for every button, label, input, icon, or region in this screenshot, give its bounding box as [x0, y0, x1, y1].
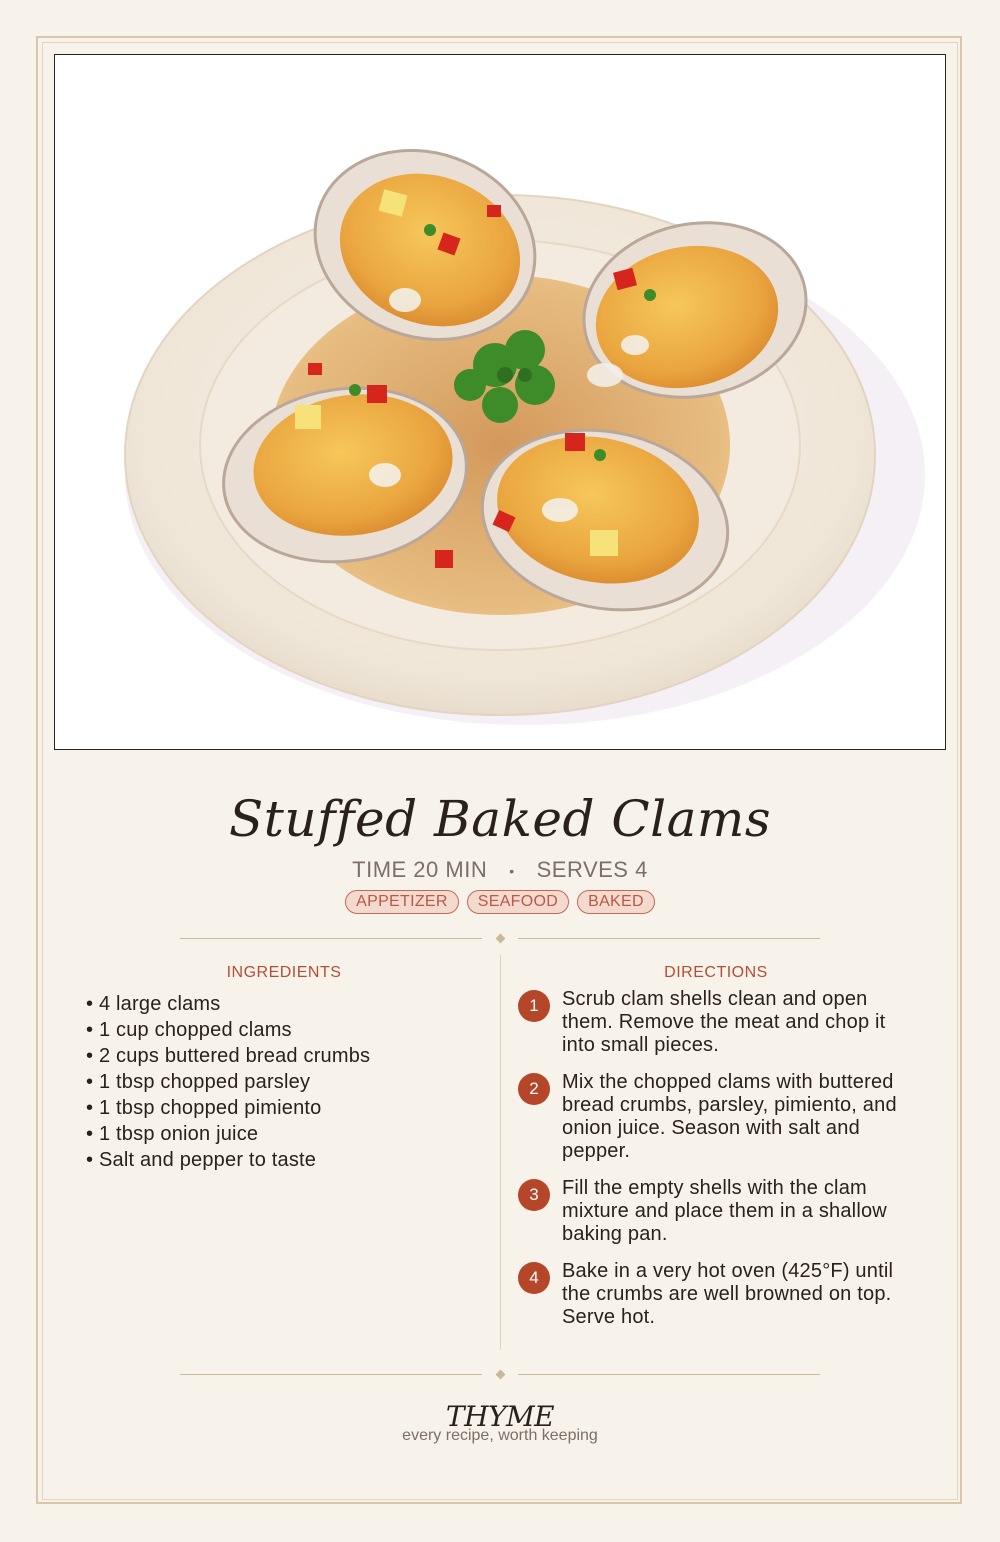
recipe-meta	[0, 857, 1000, 883]
step-number-badge: 2	[518, 1073, 550, 1105]
recipe-title: Stuffed Baked Clams	[228, 790, 772, 848]
step-number-badge: 4	[518, 1262, 550, 1294]
meta-separator: •	[509, 863, 515, 880]
recipe-illustration	[54, 54, 946, 750]
ingredient-item: • 1 tbsp chopped pimiento	[86, 1097, 322, 1119]
ingredient-item: • 2 cups buttered bread crumbs	[86, 1045, 371, 1067]
directions-heading: DIRECTIONS	[664, 964, 768, 981]
step-text: Bake in a very hot oven (425°F) until the crumbs are well browned on top. Serve hot.	[562, 1260, 894, 1328]
step-number-badge: 1	[518, 990, 550, 1022]
step-text: Mix the chopped clams with buttered bread crumbs, parsley, pimiento, and onion juice. Season with salt and pepper.	[562, 1071, 897, 1162]
column-divider	[500, 955, 501, 1350]
ingredient-item: • 1 tbsp onion juice	[86, 1123, 259, 1145]
prep-time: TIME 20 MIN	[352, 857, 488, 882]
ingredients-list	[86, 991, 486, 1173]
tag-baked[interactable]: BAKED	[577, 890, 655, 914]
divider-right	[518, 938, 820, 939]
step-text: Fill the empty shells with the clam mixture and place them in a shallow baking pan.	[562, 1177, 887, 1245]
brand-logo-text: THYME	[445, 1400, 555, 1433]
footer-divider-right	[518, 1374, 820, 1375]
tag-list	[0, 890, 1000, 914]
brand-tagline: every recipe, worth keeping	[402, 1427, 598, 1444]
ingredients-heading: INGREDIENTS	[226, 964, 342, 981]
step-text: Scrub clam shells clean and open them. Remove the meat and chop it into small pieces.	[562, 988, 886, 1056]
ingredient-item: • 1 tbsp chopped parsley	[86, 1071, 311, 1093]
step-number-badge: 3	[518, 1179, 550, 1211]
footer-divider-left	[180, 1374, 482, 1375]
ingredient-item: • 1 cup chopped clams	[86, 1019, 292, 1041]
divider-left	[180, 938, 482, 939]
ingredient-item: • Salt and pepper to taste	[86, 1149, 317, 1171]
tag-seafood[interactable]: SEAFOOD	[467, 890, 569, 914]
ingredient-item: • 4 large clams	[86, 993, 221, 1015]
serving-count: SERVES 4	[536, 857, 648, 882]
tag-appetizer[interactable]: APPETIZER	[345, 890, 459, 914]
